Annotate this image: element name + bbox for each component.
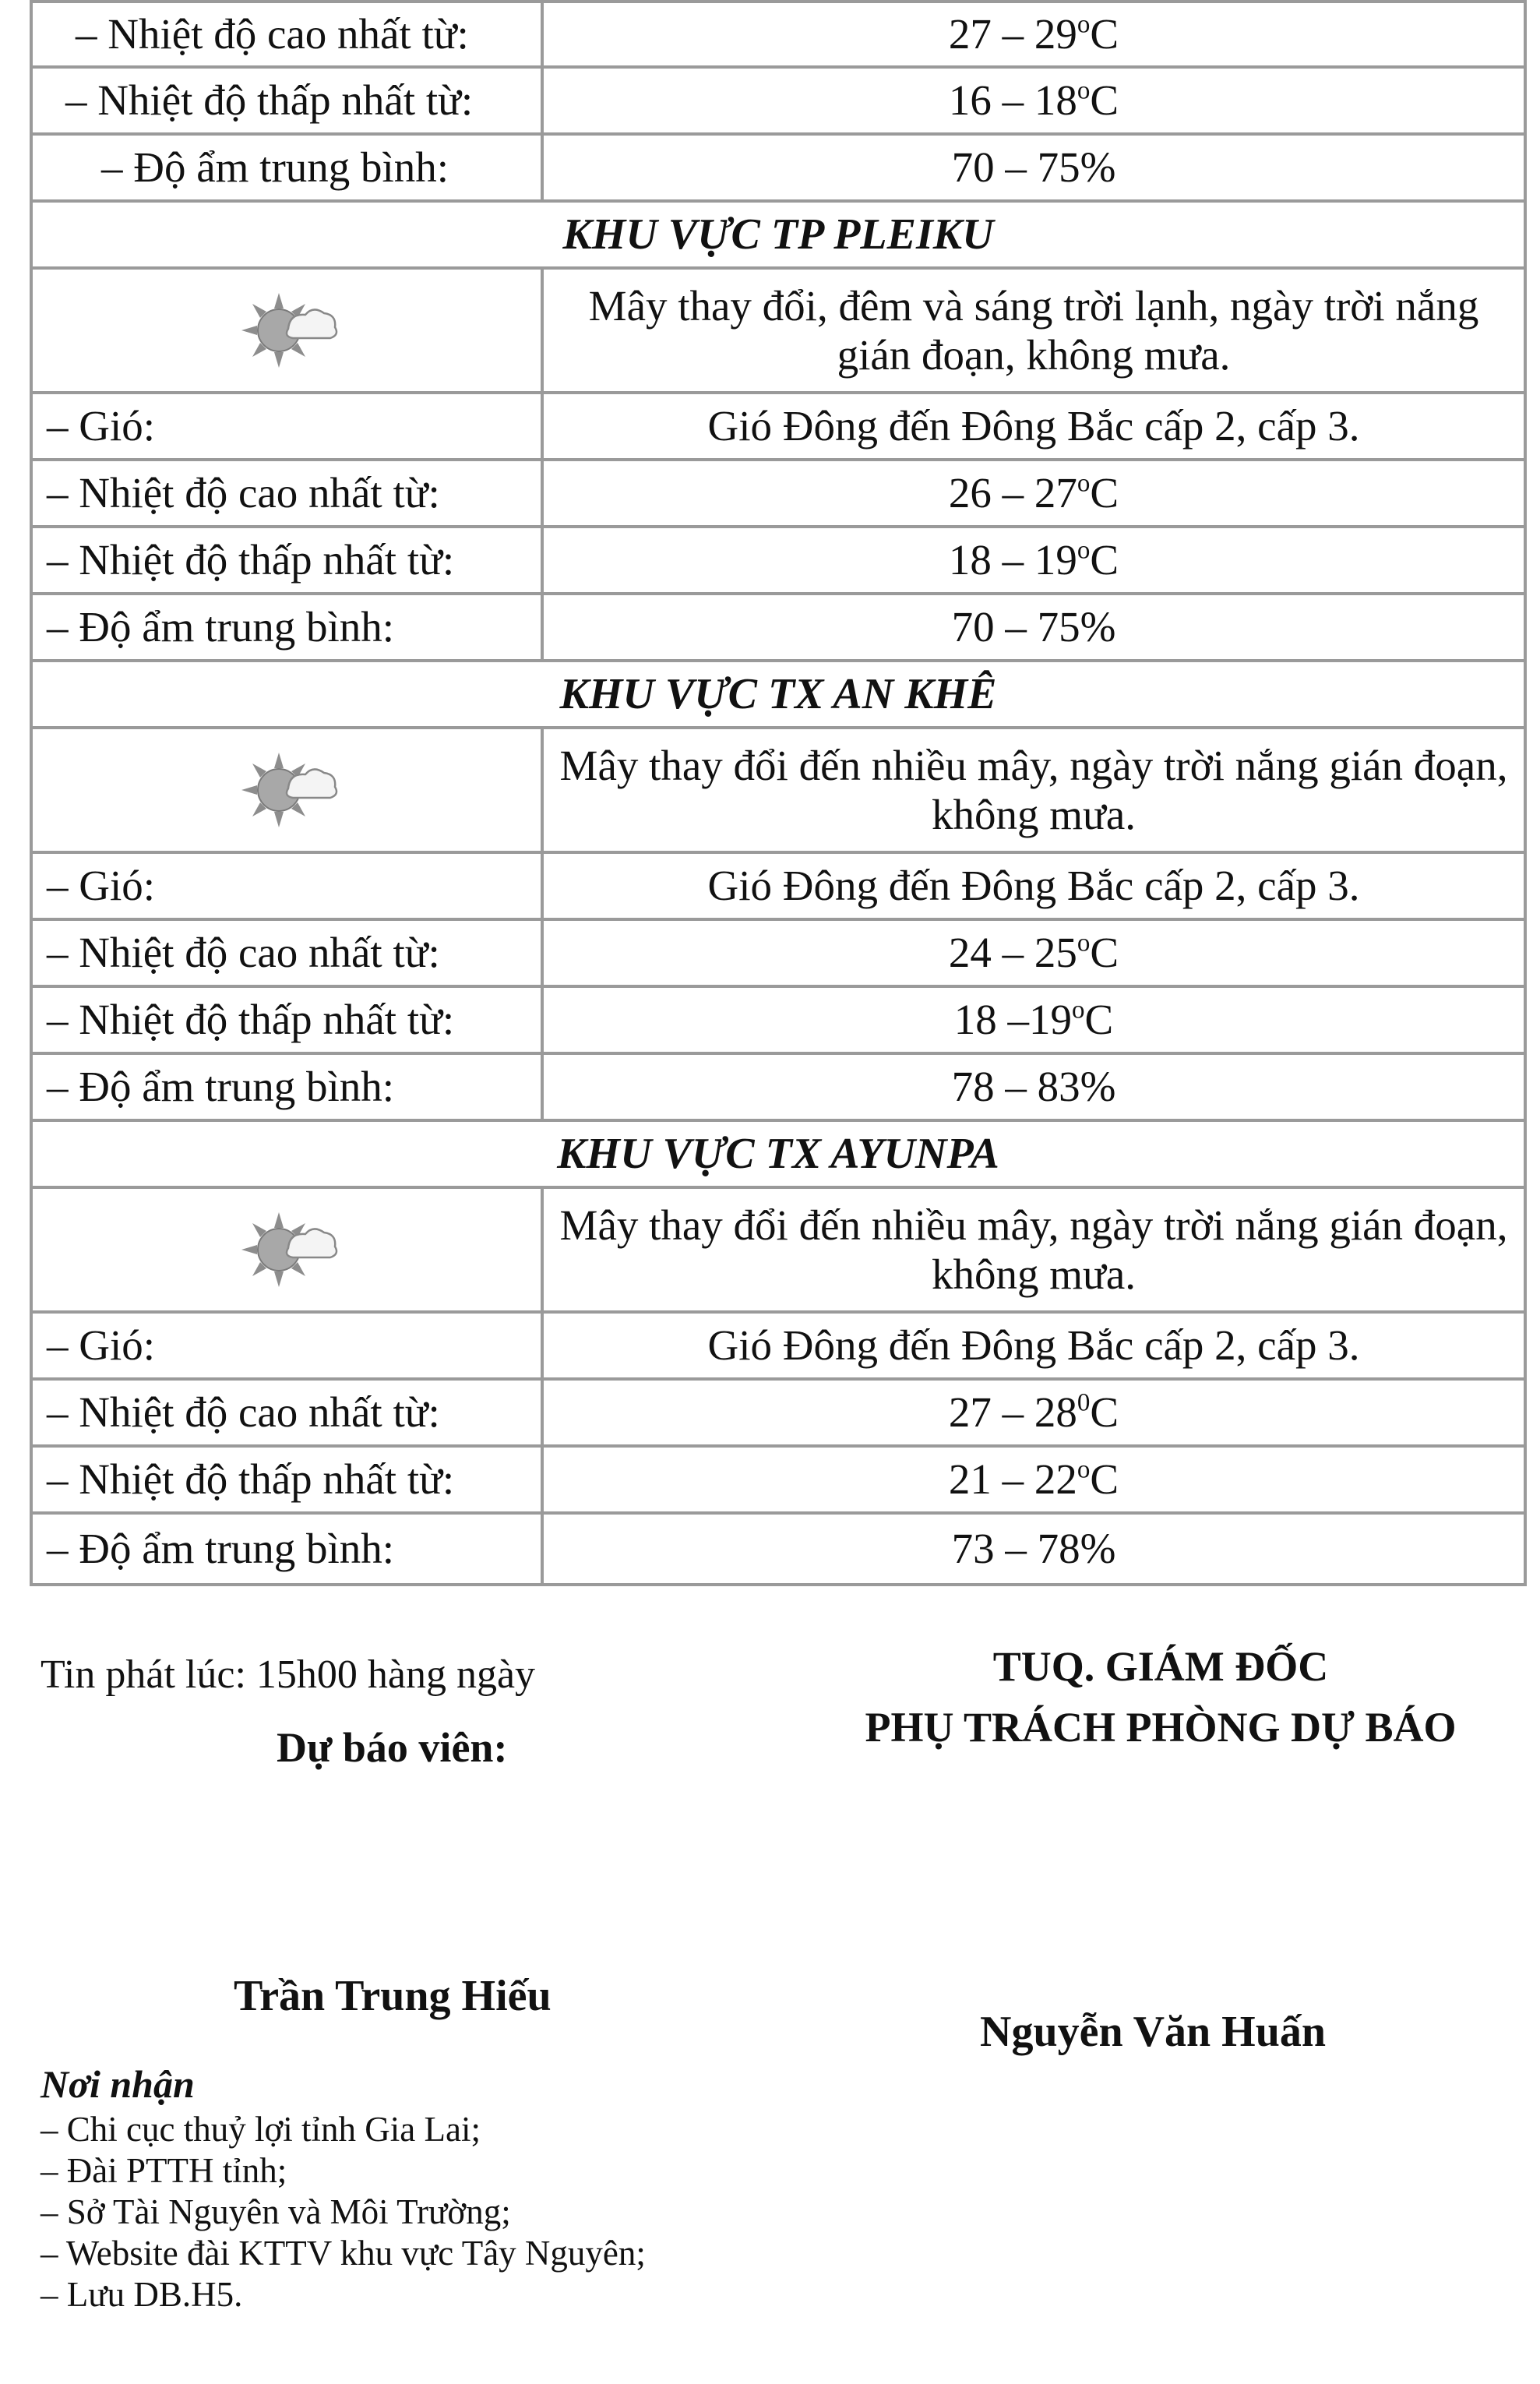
- director-title-line-1: TUQ. GIÁM ĐỐC: [992, 1643, 1329, 1690]
- table-row: [31, 852, 1525, 919]
- min-temp-value: 16 – 18$^o$C: [542, 67, 1525, 134]
- director-title: [865, 1636, 1457, 1758]
- sun-behind-cloud-icon: [232, 743, 341, 837]
- min-temp-value: 18 – 19$^o$C: [542, 527, 1525, 594]
- weather-description: Mây thay đổi đến nhiều mây, ngày trời nắng gián đoạn, không mưa.: [542, 1187, 1525, 1312]
- region-title: KHU VỰC TX AN KHÊ: [31, 661, 1525, 728]
- wind-label: – Gió:: [31, 393, 542, 460]
- director-title-line-2: PHỤ TRÁCH PHÒNG DỰ BÁO: [865, 1704, 1457, 1751]
- wind-label: – Gió:: [31, 1312, 542, 1379]
- table-row: [31, 1446, 1525, 1513]
- max-temp-value: 26 – 27$^o$C: [542, 460, 1525, 527]
- humidity-label: – Độ ẩm trung bình:: [31, 1513, 542, 1585]
- wind-value: Gió Đông đến Đông Bắc cấp 2, cấp 3.: [542, 393, 1525, 460]
- max-temp-value: $27 - 28^0C$: [542, 1379, 1525, 1446]
- min-temp-value: 18 –19$^o$C: [542, 986, 1525, 1053]
- table-row: [31, 393, 1525, 460]
- min-temp-label: – Nhiệt độ thấp nhất từ:: [31, 527, 542, 594]
- table-row: [31, 661, 1525, 728]
- table-row: [31, 527, 1525, 594]
- max-temp-value: 27 – 29$^o$C: [542, 2, 1525, 67]
- table-row: [31, 919, 1525, 986]
- region-title: KHU VỰC TP PLEIKU: [31, 201, 1525, 268]
- table-row: [31, 134, 1525, 201]
- max-temp-label: – Nhiệt độ cao nhất từ:: [31, 1379, 542, 1446]
- table-row: [31, 1312, 1525, 1379]
- table-row: [31, 268, 1525, 393]
- table-row: [31, 1379, 1525, 1446]
- sun-behind-cloud-icon: [232, 1203, 341, 1296]
- table-row: [31, 728, 1525, 852]
- table-row: [31, 1513, 1525, 1585]
- table-row: [31, 1120, 1525, 1187]
- director-name: Nguyễn Văn Huấn: [980, 2008, 1327, 2056]
- weather-icon-cell: [31, 268, 542, 393]
- humidity-label: – Độ ẩm trung bình:: [31, 134, 542, 201]
- recipient-item: – Lưu DB.H5.: [41, 2275, 243, 2315]
- issue-time-text: Tin phát lúc: 15h00 hàng ngày: [41, 1652, 536, 1697]
- table-row: [31, 2, 1525, 67]
- max-temp-label: – Nhiệt độ cao nhất từ:: [31, 919, 542, 986]
- humidity-value: 70 – 75%: [542, 134, 1525, 201]
- wind-value: Gió Đông đến Đông Bắc cấp 2, cấp 3.: [542, 1312, 1525, 1379]
- table-row: [31, 1187, 1525, 1312]
- humidity-label: – Độ ẩm trung bình:: [31, 594, 542, 661]
- table-row: [31, 1053, 1525, 1120]
- min-temp-label: – Nhiệt độ thấp nhất từ:: [31, 1446, 542, 1513]
- weather-description: Mây thay đổi, đêm và sáng trời lạnh, ngày trời nắng gián đoạn, không mưa.: [542, 268, 1525, 393]
- min-temp-value: 21 – 22$^o$C: [542, 1446, 1525, 1513]
- region-title: KHU VỰC TX AYUNPA: [31, 1120, 1525, 1187]
- recipient-item: – Đài PTTH tỉnh;: [41, 2151, 287, 2191]
- min-temp-label: – Nhiệt độ thấp nhất từ:: [31, 67, 542, 134]
- humidity-value: 70 – 75%: [542, 594, 1525, 661]
- recipient-item: – Website đài KTTV khu vực Tây Nguyên;: [41, 2234, 646, 2273]
- weather-description: Mây thay đổi đến nhiều mây, ngày trời nắng gián đoạn, không mưa.: [542, 728, 1525, 852]
- wind-value: Gió Đông đến Đông Bắc cấp 2, cấp 3.: [542, 852, 1525, 919]
- min-temp-label: – Nhiệt độ thấp nhất từ:: [31, 986, 542, 1053]
- recipient-item: – Chi cục thuỷ lợi tỉnh Gia Lai;: [41, 2110, 481, 2149]
- forecast-table: [30, 0, 1527, 1586]
- forecaster-name: Trần Trung Hiếu: [234, 1972, 552, 2020]
- table-row: [31, 594, 1525, 661]
- humidity-label: – Độ ẩm trung bình:: [31, 1053, 542, 1120]
- max-temp-label: – Nhiệt độ cao nhất từ:: [31, 2, 542, 67]
- forecaster-title: Dự báo viên:: [277, 1724, 508, 1771]
- table-row: [31, 201, 1525, 268]
- recipients-block: [41, 2061, 646, 2315]
- recipient-item: – Sở Tài Nguyên và Môi Trường;: [41, 2192, 511, 2232]
- sun-behind-cloud-icon: [232, 284, 341, 377]
- weather-icon-cell: [31, 728, 542, 852]
- weather-icon-cell: [31, 1187, 542, 1312]
- humidity-value: 73 – 78%: [542, 1513, 1525, 1585]
- humidity-value: 78 – 83%: [542, 1053, 1525, 1120]
- table-row: [31, 460, 1525, 527]
- max-temp-value: 24 – 25$^o$C: [542, 919, 1525, 986]
- table-row: [31, 986, 1525, 1053]
- max-temp-label: – Nhiệt độ cao nhất từ:: [31, 460, 542, 527]
- table-row: [31, 67, 1525, 134]
- recipients-title: Nơi nhận: [41, 2062, 195, 2106]
- wind-label: – Gió:: [31, 852, 542, 919]
